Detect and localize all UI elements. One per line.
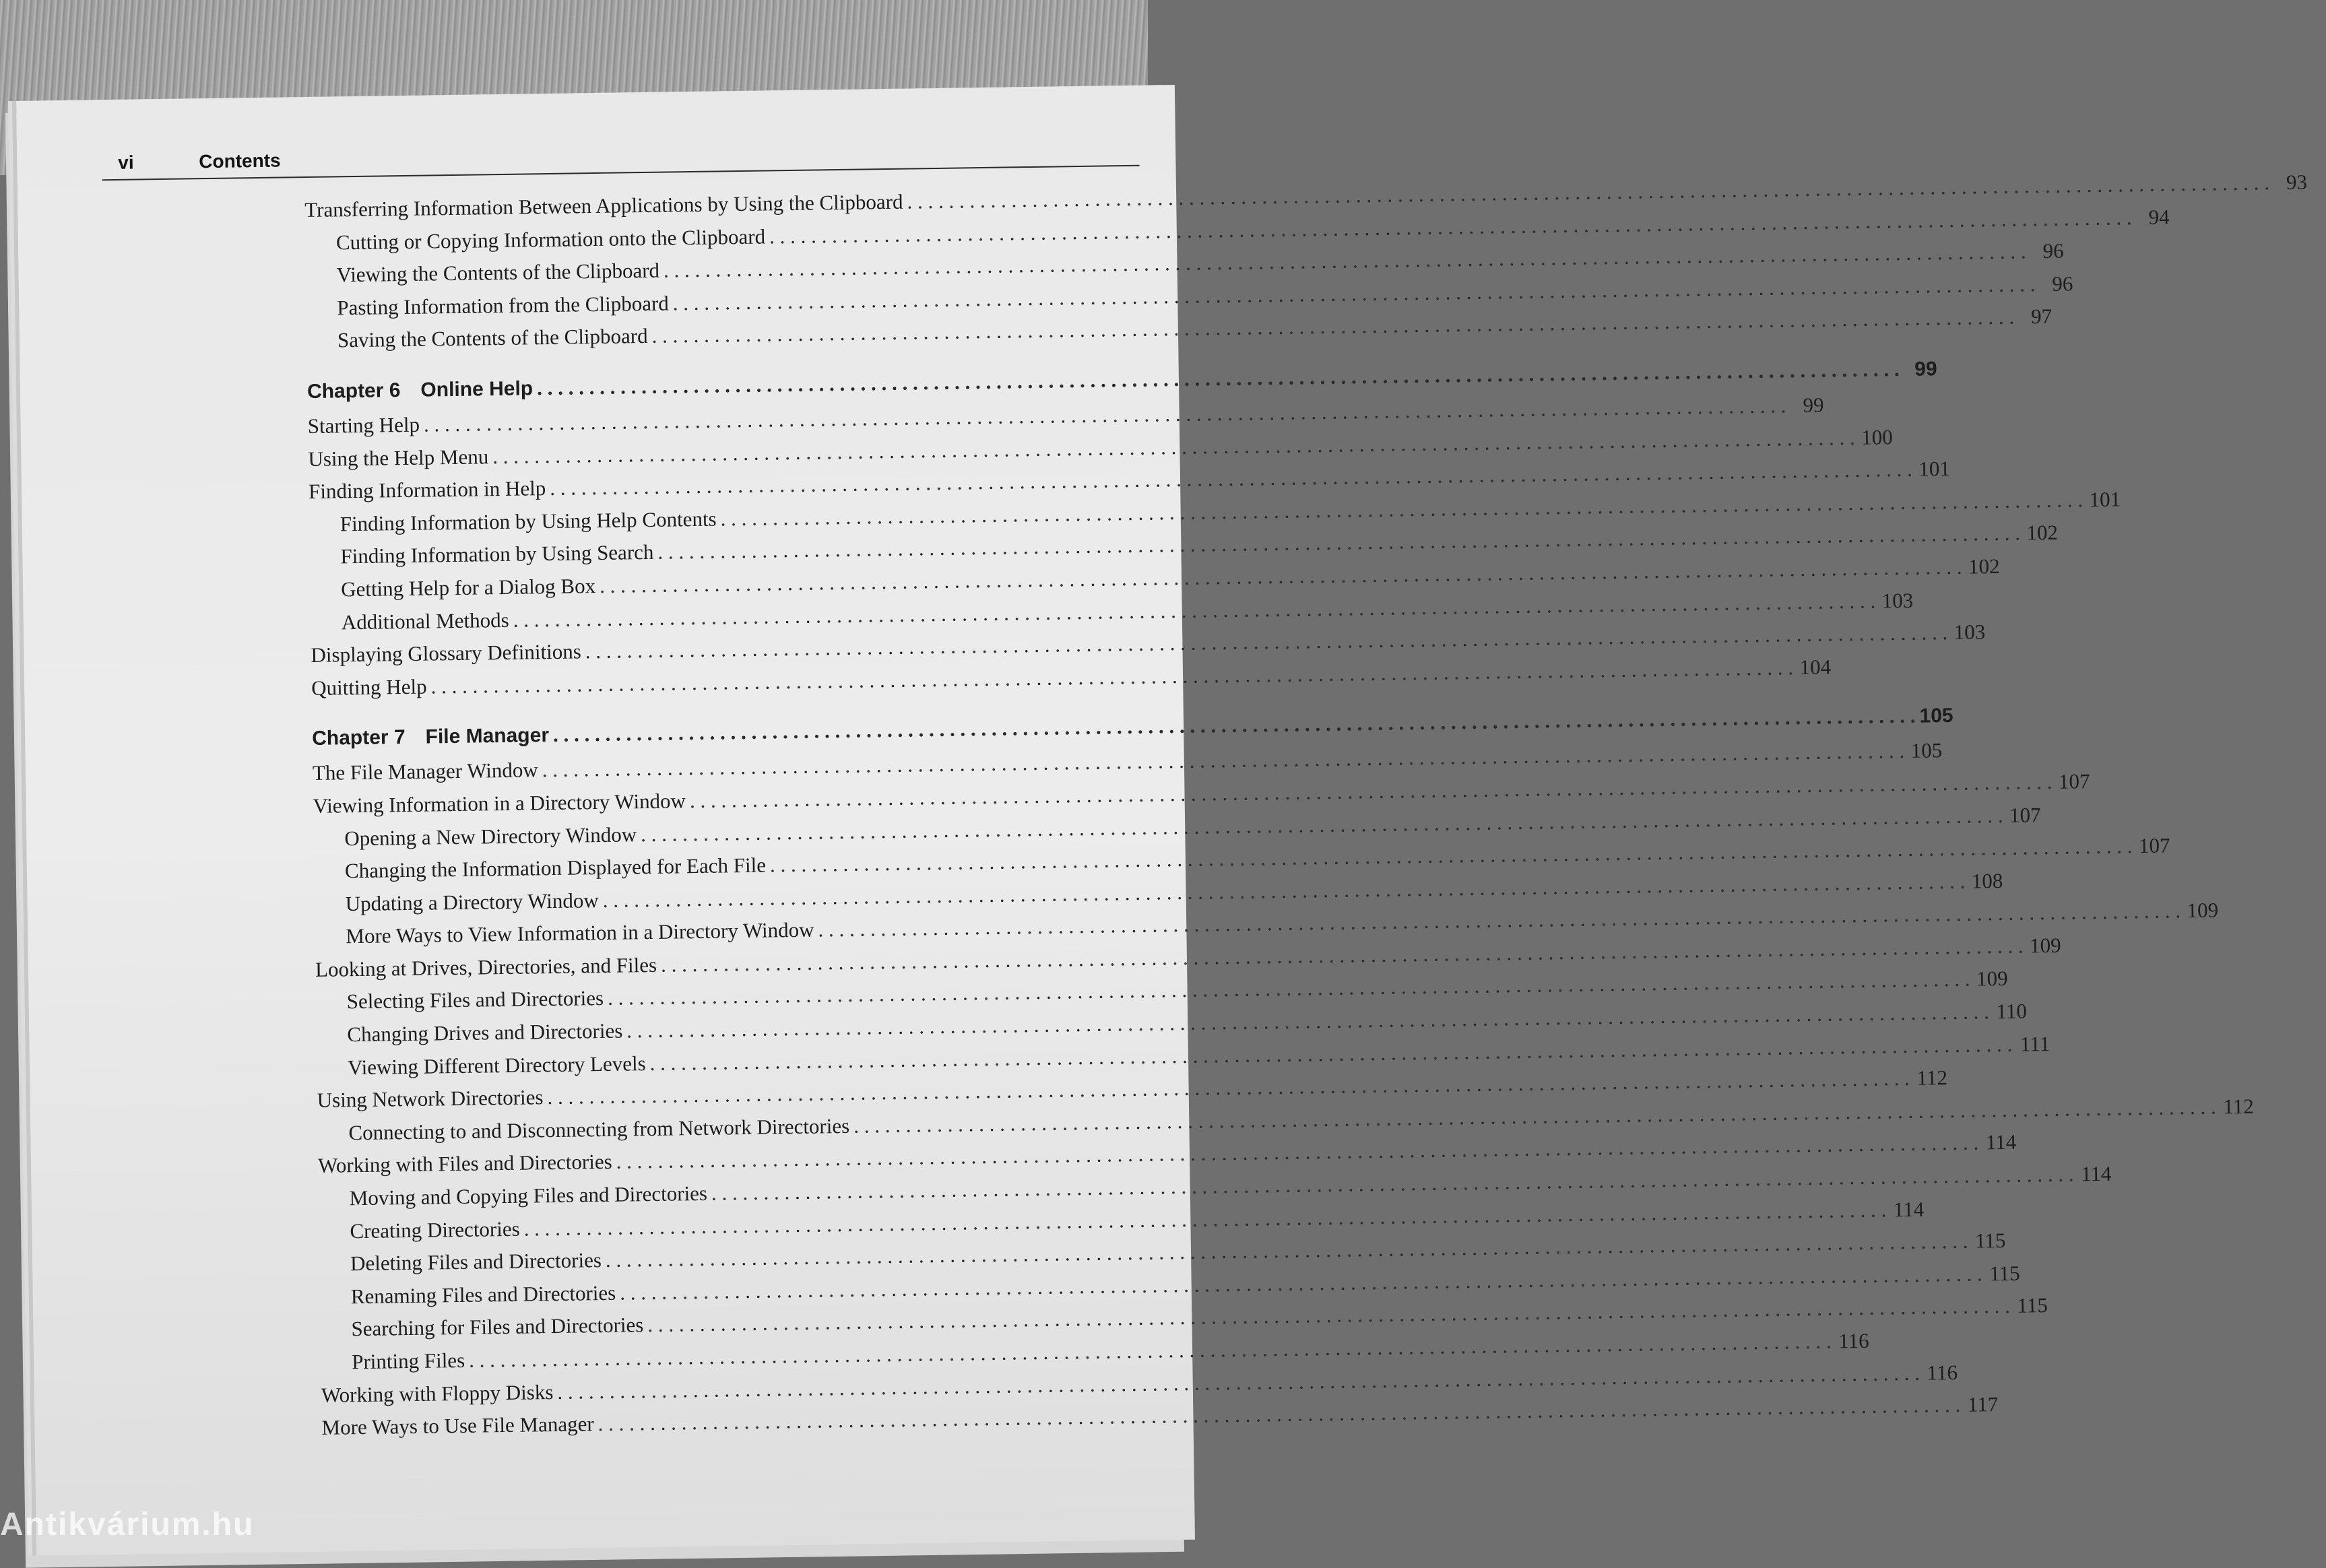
dot-leader — [537, 357, 1900, 400]
toc-page-number: 112 — [2223, 1094, 2254, 1119]
toc-page-number: 116 — [1838, 1328, 1869, 1353]
toc-entry-title: Opening a New Directory Window — [344, 822, 637, 850]
toc-entry-title: Finding Information by Using Help Contents — [340, 507, 717, 536]
toc-page-number: 105 — [1919, 705, 1953, 727]
toc-entry-title: Finding Information in Help — [308, 476, 546, 504]
toc-page-number: 107 — [2138, 833, 2170, 858]
toc-entry-title: Working with Files and Directories — [317, 1150, 612, 1178]
toc-page-number: 107 — [2009, 802, 2041, 827]
toc-entry-title: Viewing the Contents of the Clipboard — [336, 258, 660, 287]
toc-entry-title: The File Manager Window — [312, 758, 538, 785]
toc-page-number: 111 — [2020, 1031, 2050, 1056]
toc-entry-title: Changing Drives and Directories — [347, 1018, 623, 1047]
toc-page-number: 117 — [1967, 1392, 1999, 1416]
toc-page-number: 110 — [1996, 999, 2028, 1024]
toc-page-number: 115 — [2017, 1293, 2048, 1318]
toc-entry-title: More Ways to View Information in a Directory Window — [346, 917, 814, 948]
toc-page-number: 108 — [1971, 868, 2003, 893]
toc-entry-title: Additional Methods — [341, 608, 509, 634]
toc-page-number: 115 — [1989, 1261, 2021, 1286]
toc-entry-title: More Ways to Use File Manager — [321, 1412, 594, 1440]
toc-page-number: 96 — [2052, 271, 2073, 296]
toc-page-number: 109 — [2187, 898, 2219, 923]
toc-entry-title: Using the Help Menu — [308, 444, 489, 471]
toc-page-number: 116 — [1927, 1360, 1958, 1385]
toc-entry-title: Saving the Contents of the Clipboard — [337, 324, 648, 352]
toc-entry-title: Deleting Files and Directories — [350, 1248, 602, 1276]
chapter-title: Online Help — [420, 377, 534, 401]
header-title: Contents — [199, 150, 281, 172]
toc-entry-title: Working with Floppy Disks — [321, 1379, 554, 1407]
header-page-number: vi — [118, 152, 134, 173]
toc-page-number: 114 — [1893, 1197, 1925, 1221]
toc-page-number: 114 — [1985, 1130, 2017, 1154]
chapter-title: File Manager — [425, 724, 550, 748]
toc-entry-title: Cutting or Copying Information onto the Clipboard — [335, 224, 766, 254]
toc-entry-title: Changing the Information Displayed for Each File — [344, 853, 767, 883]
toc-entry-title: Transferring Information Between Applications by Using the Clipboard — [304, 189, 903, 222]
toc-page-number: 109 — [2029, 933, 2061, 958]
toc-page-number: 101 — [2089, 487, 2121, 511]
toc-entry-title: Moving and Copying Files and Directories — [349, 1181, 708, 1210]
toc-page-number: 114 — [2080, 1161, 2112, 1186]
toc-page-number: 99 — [1803, 393, 1824, 417]
toc-entry-title: Connecting to and Disconnecting from Network Directories — [348, 1113, 850, 1145]
toc-entry-title: Displaying Glossary Definitions — [311, 639, 581, 667]
toc-page-number: 105 — [1910, 738, 1943, 763]
toc-page-number: 112 — [1916, 1066, 1948, 1090]
toc-entry-title: Creating Directories — [350, 1216, 520, 1243]
toc-page-number: 93 — [2286, 170, 2308, 194]
toc-entry-title: Viewing Information in a Directory Window — [313, 789, 686, 818]
table-of-contents — [304, 170, 2308, 1449]
toc-page-number: 100 — [1861, 424, 1894, 449]
toc-entry-title: Getting Help for a Dialog Box — [340, 574, 596, 601]
toc-entry-title: Selecting Files and Directories — [346, 986, 604, 1014]
watermark-text: Antikvárium.hu — [0, 1507, 255, 1542]
toc-entry-title: Viewing Different Directory Levels — [347, 1051, 646, 1079]
toc-page-number: 102 — [2026, 521, 2059, 545]
toc-page-number: 104 — [1799, 655, 1832, 679]
toc-page-number: 102 — [1968, 554, 2000, 579]
book-page — [16, 85, 2308, 1556]
toc-page-number: 99 — [1914, 358, 1937, 381]
toc-entry-title: Updating a Directory Window — [345, 888, 600, 915]
toc-entry-title — [312, 724, 549, 750]
dot-leader — [553, 704, 1916, 747]
chapter-label: Chapter 6 — [306, 379, 401, 403]
toc-page-number: 101 — [1918, 457, 1951, 481]
toc-entry-title: Starting Help — [307, 412, 420, 438]
toc-entry-title: Finding Information by Using Search — [340, 540, 654, 568]
toc-page-number: 109 — [1976, 967, 2008, 991]
toc-page-number: 103 — [1881, 588, 1914, 612]
toc-page-number: 107 — [2058, 769, 2090, 793]
toc-page-number: 97 — [2030, 304, 2053, 329]
toc-entry-title: Searching for Files and Directories — [351, 1313, 644, 1341]
toc-entry-title: Printing Files — [351, 1348, 465, 1374]
toc-entry-title — [307, 377, 534, 403]
toc-entry-title: Quitting Help — [311, 674, 427, 700]
toc-page-number: 94 — [2148, 204, 2170, 229]
toc-entry-title: Pasting Information from the Clipboard — [337, 291, 670, 320]
chapter-label: Chapter 7 — [312, 726, 406, 750]
toc-page-number: 115 — [1974, 1229, 2006, 1253]
toc-page-number: 103 — [1953, 620, 1986, 645]
toc-entry-title: Using Network Directories — [317, 1085, 544, 1113]
toc-entry-title: Looking at Drives, Directories, and Files — [315, 952, 657, 981]
running-header — [102, 134, 1140, 181]
toc-entry-title: Renaming Files and Directories — [350, 1280, 616, 1309]
toc-page-number: 96 — [2042, 238, 2064, 263]
